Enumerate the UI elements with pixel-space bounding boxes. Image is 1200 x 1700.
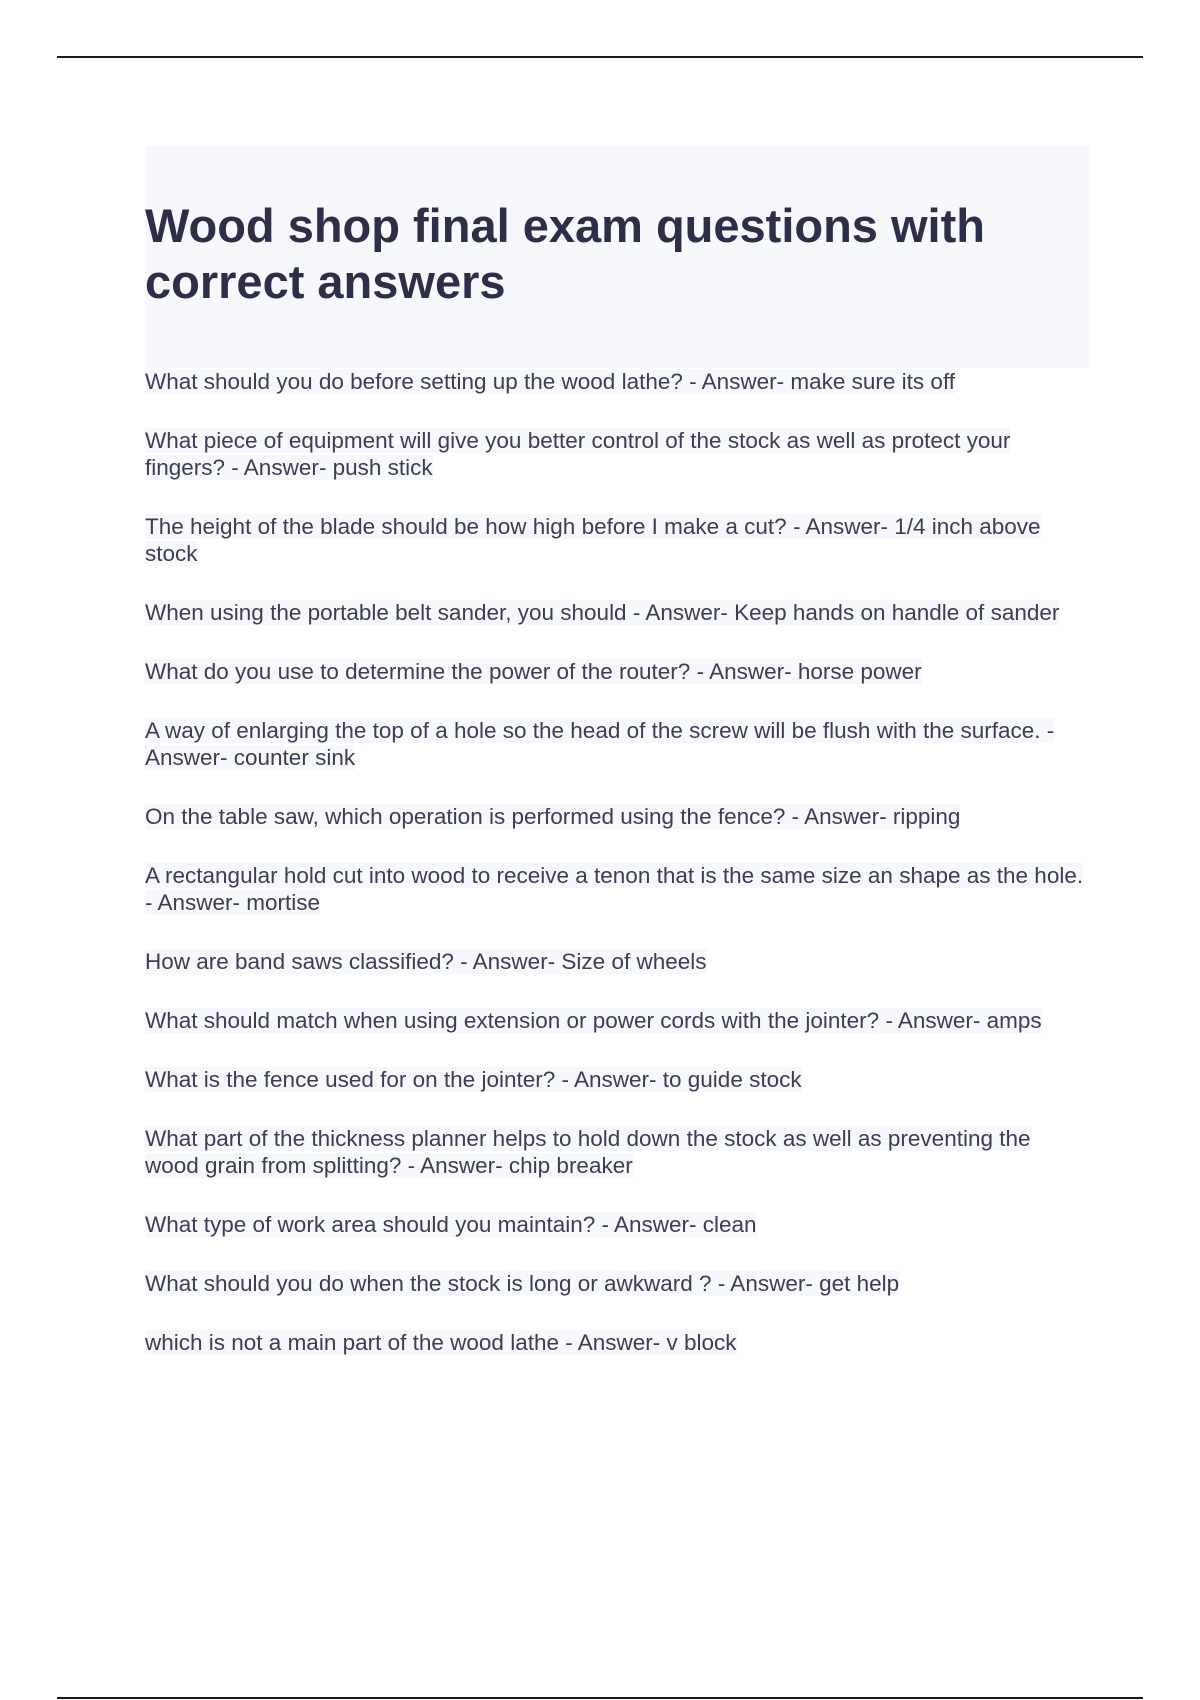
qa-item-13 bbox=[145, 1209, 1089, 1240]
qa-item-12 bbox=[145, 1123, 1089, 1181]
qa-item-11 bbox=[145, 1064, 1089, 1095]
qa-text: The height of the blade should be how high before I make a cut? - Answer- 1/4 inch above stock bbox=[145, 514, 1041, 566]
qa-text: What do you use to determine the power of the router? - Answer- horse power bbox=[145, 659, 922, 684]
qa-item-1 bbox=[145, 366, 1089, 397]
qa-item-5 bbox=[145, 656, 1089, 687]
qa-text: What should you do before setting up the wood lathe? - Answer- make sure its off bbox=[145, 369, 956, 394]
qa-text: On the table saw, which operation is performed using the fence? - Answer- ripping bbox=[145, 804, 961, 829]
qa-item-3 bbox=[145, 511, 1089, 569]
qa-text: How are band saws classified? - Answer- Size of wheels bbox=[145, 949, 707, 974]
qa-text: What should match when using extension or power cords with the jointer? - Answer- amps bbox=[145, 1008, 1042, 1033]
qa-text: A way of enlarging the top of a hole so the head of the screw will be flush with the surface. - Answer- counter sink bbox=[145, 718, 1055, 770]
qa-text: What piece of equipment will give you better control of the stock as well as protect your fingers? - Answer- push stick bbox=[145, 428, 1011, 480]
qa-item-7 bbox=[145, 801, 1089, 832]
qa-text: What part of the thickness planner helps to hold down the stock as well as preventing the wood grain from splitting? - Answer- chip breaker bbox=[145, 1126, 1031, 1178]
qa-item-4 bbox=[145, 597, 1089, 628]
qa-item-14 bbox=[145, 1268, 1089, 1299]
qa-text: which is not a main part of the wood lathe - Answer- v block bbox=[145, 1330, 737, 1355]
qa-list bbox=[145, 366, 1089, 1386]
qa-text: What type of work area should you maintain? - Answer- clean bbox=[145, 1212, 757, 1237]
bottom-divider bbox=[57, 1697, 1143, 1699]
qa-item-2 bbox=[145, 425, 1089, 483]
qa-item-15 bbox=[145, 1327, 1089, 1358]
title-block bbox=[145, 146, 1089, 368]
qa-text: When using the portable belt sander, you should - Answer- Keep hands on handle of sander bbox=[145, 600, 1060, 625]
qa-item-8 bbox=[145, 860, 1089, 918]
qa-text: What is the fence used for on the jointer? - Answer- to guide stock bbox=[145, 1067, 802, 1092]
top-divider bbox=[57, 56, 1143, 58]
qa-text: A rectangular hold cut into wood to receive a tenon that is the same size an shape as the hole. - Answer- mortise bbox=[145, 863, 1084, 915]
qa-item-9 bbox=[145, 946, 1089, 977]
document-title: Wood shop final exam questions with correct answers bbox=[145, 199, 985, 308]
qa-item-6 bbox=[145, 715, 1089, 773]
qa-item-10 bbox=[145, 1005, 1089, 1036]
qa-text: What should you do when the stock is long or awkward ? - Answer- get help bbox=[145, 1271, 900, 1296]
